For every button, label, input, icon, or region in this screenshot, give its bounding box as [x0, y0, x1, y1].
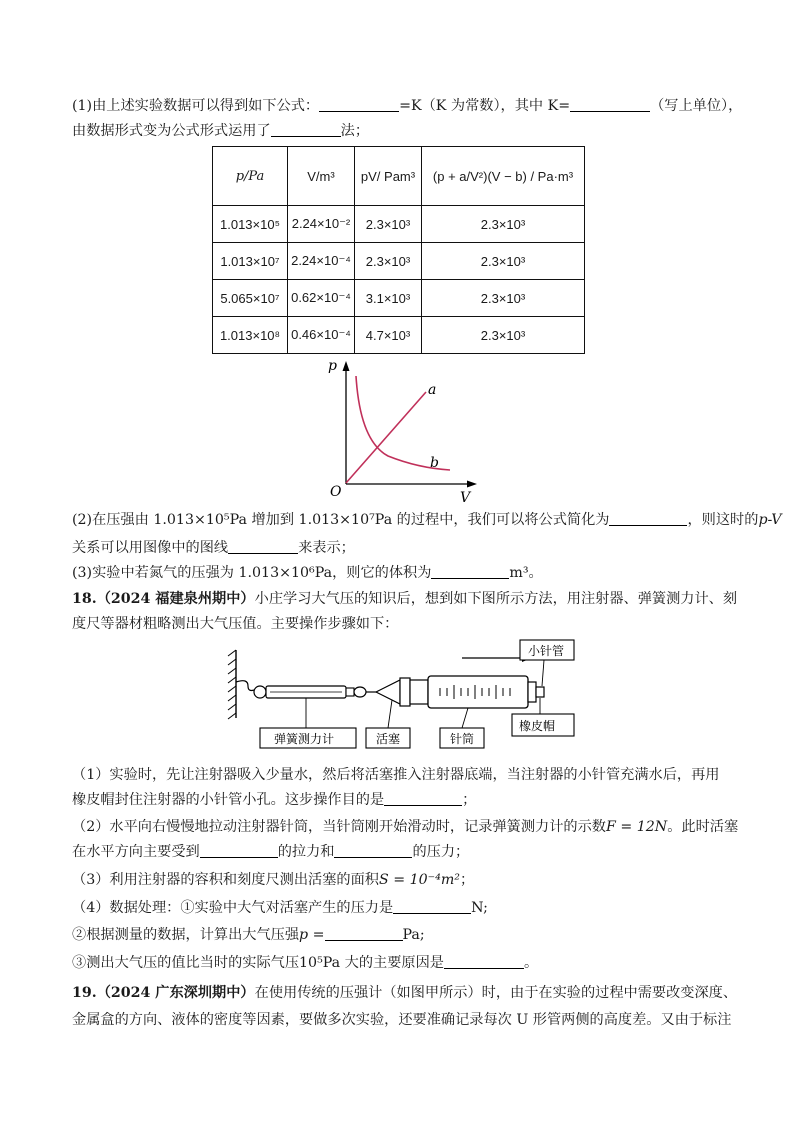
table-cell: 2.3×10³	[422, 317, 585, 354]
q19-text-2: 金属盒的方向、液体的密度等因素，要做多次实验，还要准确记录每次 U 形管两侧的高度差。又由于标注	[72, 1012, 732, 1028]
q18-step4-3-end: 。	[523, 955, 539, 971]
table-cell: 2.3×10³	[422, 243, 585, 280]
answer-blank-reason[interactable]	[444, 953, 524, 969]
table-header-pv: pV/ Pam³	[355, 147, 422, 206]
q19-source: （2024 广东深圳期中）	[96, 985, 255, 1001]
table-row	[213, 317, 585, 354]
table-cell: 2.3×10³	[355, 243, 422, 280]
q18-source: （2024 福建泉州期中）	[96, 591, 255, 607]
q18-step2-text: （2）水平向右慢慢地拉动注射器针筒，当针筒刚开始滑动时，记录弹簧测力计的示数	[72, 819, 606, 835]
answer-blank-purpose[interactable]	[384, 790, 462, 806]
q19-text: 在使用传统的压强计（如图甲所示）时，由于在实验的过程中需要改变深度、	[254, 985, 738, 1001]
q18-step3-text: （3）利用注射器的容积和刻度尺测出活塞的面积	[72, 872, 379, 888]
q17-part2-line2-end: 来表示；	[298, 540, 355, 556]
label-cap: 橡皮帽	[519, 719, 556, 733]
label-barrel: 针筒	[450, 732, 475, 746]
q17-part1-text-c: （写上单位），	[650, 98, 743, 114]
answer-blank-formula[interactable]	[319, 96, 399, 112]
q18-step1-text: （1）实验时，先让注射器吸入少量水，然后将活塞推入注射器底端，当注射器的小针管充满水后，再用	[72, 767, 720, 783]
table-header-formula: (p + a/V²)(V − b) / Pa·m³	[422, 147, 585, 206]
q17-part2-pv: p-V	[758, 512, 782, 528]
y-axis-label: p	[328, 358, 337, 374]
curve-a-label: a	[428, 382, 437, 398]
table-cell: 2.24×10⁻⁴	[288, 243, 355, 280]
q19-line1	[72, 983, 737, 1003]
table-cell: 0.62×10⁻⁴	[288, 280, 355, 317]
q19-number: 19.	[72, 985, 97, 1001]
q17-part1-line1	[72, 96, 742, 116]
table-cell: 2.3×10³	[422, 280, 585, 317]
answer-blank-method[interactable]	[271, 121, 341, 137]
table-cell: 2.3×10³	[355, 206, 422, 243]
answer-blank-k[interactable]	[570, 96, 650, 112]
table-cell: 1.013×10⁵	[213, 206, 288, 243]
table-row	[213, 206, 585, 243]
y-axis-arrow	[343, 361, 350, 371]
q17-part3-text: (3)实验中若氮气的压强为 1.013×10⁶Pa，则它的体积为	[72, 565, 432, 581]
origin-label: O	[330, 484, 342, 500]
q17-part1-line2-text: 由数据形式变为公式形式运用了	[72, 123, 271, 139]
table-header-row	[213, 147, 585, 206]
x-axis-label: V	[460, 490, 471, 506]
q18-step4-line1	[72, 898, 488, 918]
curve-b-label: b	[430, 455, 439, 471]
x-axis-arrow	[467, 481, 477, 488]
pv-graph	[318, 356, 488, 506]
q17-part2-line1	[72, 510, 782, 530]
syringe-barrel	[410, 676, 544, 708]
q18-step1-text-b: 橡皮帽封住注射器的小针管小孔。这步操作目的是	[72, 792, 385, 808]
line-a	[346, 392, 426, 483]
q17-part2-text-b: ，则这时的	[687, 512, 759, 528]
data-table	[212, 146, 585, 354]
q18-intro-line2	[72, 614, 398, 634]
q18-number: 18.	[72, 591, 97, 607]
q18-step1-line2	[72, 790, 476, 810]
q17-part3	[72, 563, 543, 583]
q18-intro-text: 小庄学习大气压的知识后，想到如下图所示方法，用注射器、弹簧测力计、刻	[254, 591, 738, 607]
q18-step4-3-value: 10⁵	[299, 955, 323, 971]
q18-step2-text-b: 。此时活塞	[667, 819, 739, 835]
q18-intro-line1	[72, 589, 737, 609]
q18-step1-line1	[72, 765, 719, 785]
q18-step4-3-text: ③测出大气压的值比当时的实际气压	[72, 955, 300, 971]
q18-step4-2-unit: Pa;	[402, 927, 425, 943]
answer-blank-pressure[interactable]	[325, 925, 403, 941]
q18-step4-unit: N;	[471, 900, 488, 916]
answer-blank-curve[interactable]	[228, 538, 298, 554]
answer-blank-simplified-formula[interactable]	[609, 510, 687, 526]
q17-part1-text-b: =K（K 为常数），其中 K=	[399, 98, 571, 114]
q18-step2-line2-text-b: 的拉力和	[277, 844, 335, 860]
q17-part1-line2-end: 法；	[340, 123, 370, 139]
q17-part1-line2	[72, 121, 369, 141]
table-header-p: p/Pa	[213, 147, 288, 206]
q18-step2-line2-text: 在水平方向主要受到	[72, 844, 200, 860]
q17-part2-text-a: (2)在压强由 1.013×10⁵Pa 增加到 1.013×10⁷Pa 的过程中，我们可以将公式简化为	[72, 512, 610, 528]
table-cell: 0.46×10⁻⁴	[288, 317, 355, 354]
q18-step3	[72, 870, 474, 890]
answer-blank-pull-force-source[interactable]	[200, 842, 278, 858]
table-cell: 3.1×10³	[355, 280, 422, 317]
answer-blank-force[interactable]	[393, 898, 471, 914]
label-piston: 活塞	[376, 732, 401, 746]
q17-part2-line2	[72, 538, 355, 558]
hook	[236, 681, 254, 691]
table-cell: 1.013×10⁸	[213, 317, 288, 354]
q18-intro-text-2: 度尺等器材粗略测出大气压值。主要操作步骤如下：	[72, 616, 399, 632]
q18-step3-end: ；	[459, 872, 475, 888]
syringe-diagram	[226, 638, 586, 756]
q18-step1-end: ；	[462, 792, 477, 808]
q18-step2-line2-end: 的压力；	[412, 844, 470, 860]
q18-step4-2-p: p =	[299, 927, 325, 943]
q18-step4-line3	[72, 953, 538, 973]
table-cell: 2.3×10³	[422, 206, 585, 243]
table-cell: 2.24×10⁻²	[288, 206, 355, 243]
q17-part2-line2-text: 关系可以用图像中的图线	[72, 540, 229, 556]
q18-step4-text: （4）数据处理：①实验中大气对活塞产生的压力是	[72, 900, 394, 916]
table-cell: 1.013×10⁷	[213, 243, 288, 280]
table-cell: 5.065×10⁷	[213, 280, 288, 317]
q17-part3-end: m³。	[509, 565, 543, 581]
label-spring: 弹簧测力计	[274, 732, 335, 746]
q18-step2-line1	[72, 817, 738, 837]
wall-hatching	[228, 650, 236, 719]
table-row	[213, 280, 585, 317]
q18-step3-formula: S = 10⁻⁴m²	[378, 872, 460, 888]
q18-step2-formula: F = 12N	[605, 819, 668, 835]
table-row	[213, 243, 585, 280]
answer-blank-volume[interactable]	[431, 563, 509, 579]
q18-step2-line2	[72, 842, 469, 862]
table-header-v: V/m³	[288, 147, 355, 206]
q17-part1-text-a: (1)由上述实验数据可以得到如下公式：	[72, 98, 320, 114]
table-cell: 4.7×10³	[355, 317, 422, 354]
q18-step4-line2	[72, 925, 425, 945]
q19-line2	[72, 1010, 731, 1030]
q18-step4-2-text: ②根据测量的数据，计算出大气压强	[72, 927, 300, 943]
piston	[376, 678, 410, 706]
spring-scale	[254, 686, 366, 698]
answer-blank-pressure-source[interactable]	[334, 842, 412, 858]
label-needle: 小针管	[528, 644, 565, 658]
q18-step4-3-text-b: Pa 大的主要原因是	[322, 955, 444, 971]
